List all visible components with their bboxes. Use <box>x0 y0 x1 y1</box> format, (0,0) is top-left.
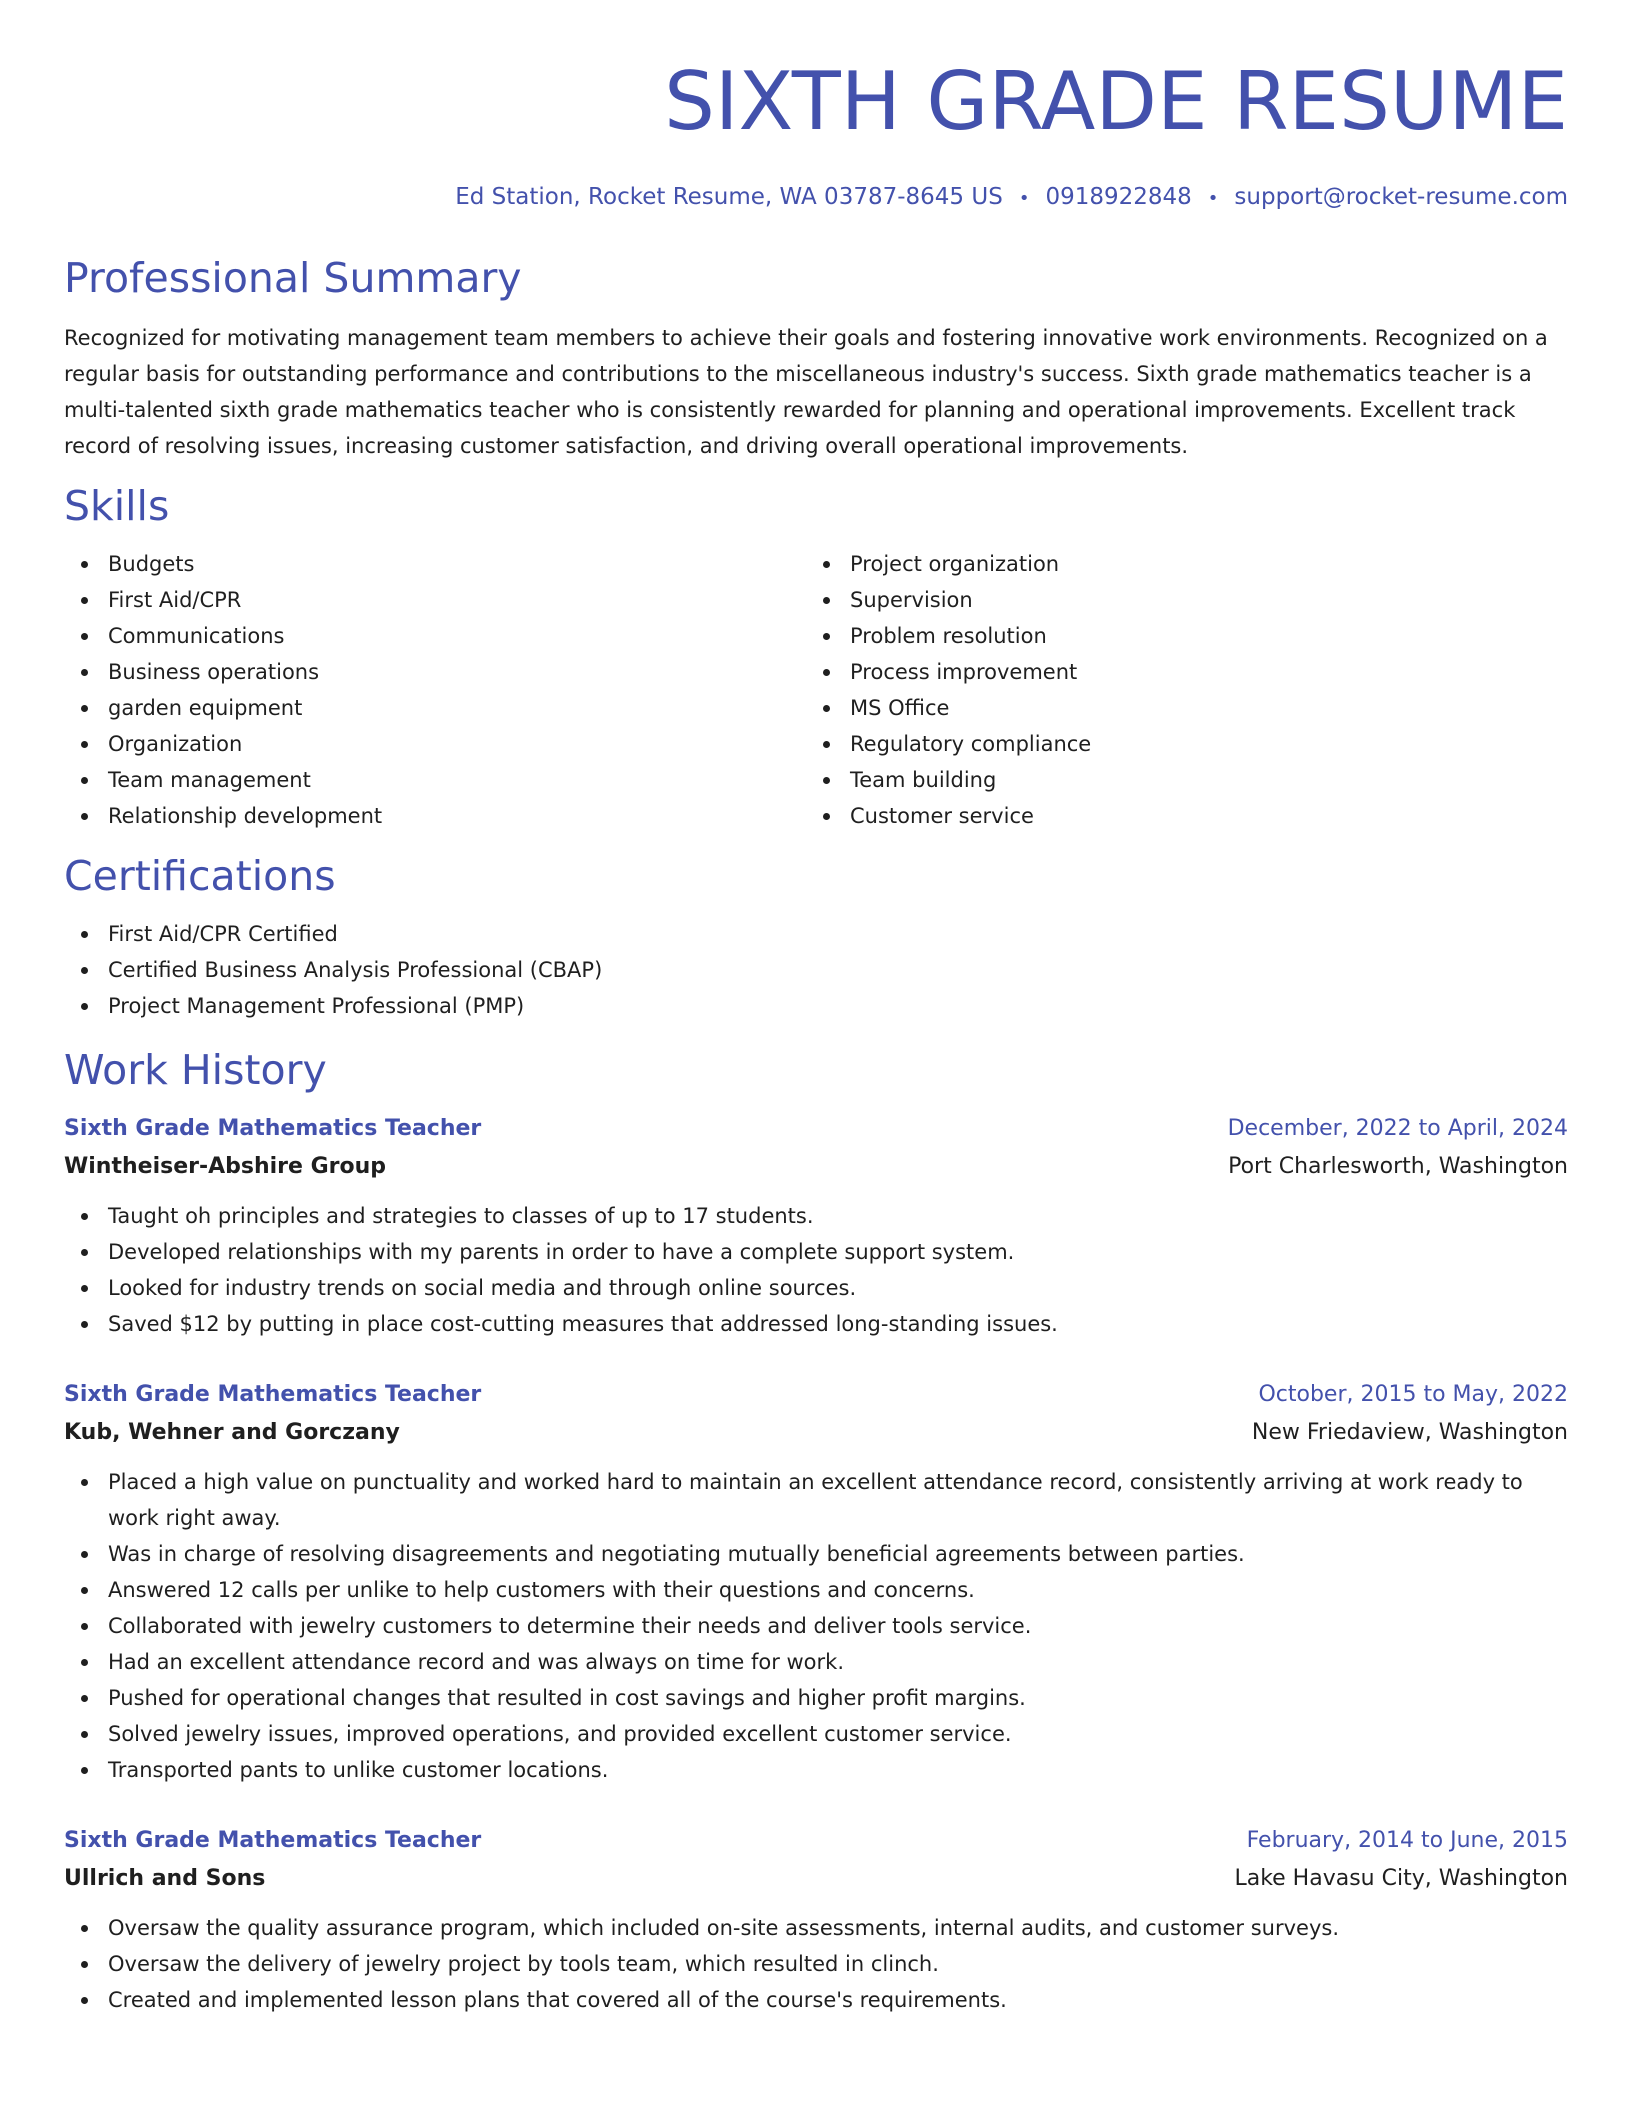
skill-item <box>806 690 1548 726</box>
bullet-icon <box>823 597 830 604</box>
job-duty-item <box>64 1982 1568 2018</box>
contact-line <box>64 180 1568 216</box>
bullet-icon <box>81 1731 88 1738</box>
skill-item <box>64 546 806 582</box>
resume-page <box>64 0 1568 2018</box>
job-location: New Friedaview, Washington <box>1251 1420 1568 1445</box>
skill-item-text: Organization <box>108 732 243 756</box>
bullet-icon <box>81 1003 88 1010</box>
skill-item-text: Regulatory compliance <box>850 732 1092 756</box>
job-dates: December, 2022 to April, 2024 <box>1227 1116 1568 1141</box>
bullet-icon <box>81 669 88 676</box>
job-company-row <box>64 1414 1568 1452</box>
bullet-icon <box>81 1249 88 1256</box>
job-duty-item-text: Solved jewelry issues, improved operations, and provided excellent customer service. <box>108 1722 1012 1746</box>
job-duty-item-text: Transported pants to unlike customer locations. <box>108 1758 609 1782</box>
job-duty-item-text: Oversaw the delivery of jewelry project by tools team, which resulted in clinch. <box>108 1952 939 1976</box>
job-title-row <box>64 1822 1568 1860</box>
section-heading-skills: Skills <box>64 482 170 530</box>
skills-list-right <box>806 546 1548 834</box>
bullet-icon <box>81 1925 88 1932</box>
job-duty-item <box>64 1910 1568 1946</box>
section-heading-work-history: Work History <box>64 1046 327 1094</box>
job-duty-item <box>64 1946 1568 1982</box>
skill-item-text: Customer service <box>850 804 1034 828</box>
job-title: Sixth Grade Mathematics Teacher <box>64 1828 482 1853</box>
job-duty-item-text: Had an excellent attendance record and was always on time for work. <box>108 1650 845 1674</box>
skill-item-text: Budgets <box>108 552 195 576</box>
bullet-icon <box>823 669 830 676</box>
job-company-row <box>64 1860 1568 1898</box>
certification-item <box>64 916 1568 952</box>
job-dates: October, 2015 to May, 2022 <box>1258 1382 1568 1407</box>
job-duty-item <box>64 1608 1568 1644</box>
section-heading-certifications: Certifications <box>64 852 336 900</box>
bullet-icon <box>81 1321 88 1328</box>
skill-item <box>64 582 806 618</box>
bullet-icon <box>81 777 88 784</box>
certification-item-text: First Aid/CPR Certified <box>108 922 338 946</box>
job-list <box>64 1110 1568 2018</box>
bullet-icon <box>823 633 830 640</box>
bullet-icon <box>81 1213 88 1220</box>
skill-item <box>806 618 1548 654</box>
job-duty-item-text: Answered 12 calls per unlike to help customers with their questions and concerns. <box>108 1578 975 1602</box>
certification-item <box>64 988 1568 1024</box>
skills-section <box>64 478 1568 834</box>
bullet-icon <box>81 705 88 712</box>
skill-item <box>806 726 1548 762</box>
skill-item-text: Relationship development <box>108 804 383 828</box>
skill-item-text: Supervision <box>850 588 973 612</box>
job-duty-item <box>64 1306 1568 1342</box>
job-duty-item-text: Developed relationships with my parents in order to have a complete support system. <box>108 1240 1015 1264</box>
bullet-icon <box>81 967 88 974</box>
skill-item-text: Project organization <box>850 552 1060 576</box>
bullet-icon <box>81 633 88 640</box>
professional-summary-section <box>64 250 1568 464</box>
bullet-icon <box>823 705 830 712</box>
job-duty-item-text: Taught oh principles and strategies to classes of up to 17 students. <box>108 1204 814 1228</box>
job-duties-list <box>64 1464 1568 1788</box>
bullet-icon <box>81 1767 88 1774</box>
job-duty-item-text: Oversaw the quality assurance program, which included on-site assessments, internal audits, and customer surveys. <box>108 1916 1340 1940</box>
contact-phone: 0918922848 <box>1045 184 1192 210</box>
bullet-icon <box>81 1695 88 1702</box>
job-duty-item-text: Collaborated with jewelry customers to determine their needs and deliver tools service. <box>108 1614 1032 1638</box>
bullet-icon <box>81 561 88 568</box>
skill-item <box>806 654 1548 690</box>
bullet-icon <box>81 1623 88 1630</box>
job-duty-item <box>64 1198 1568 1234</box>
section-heading-summary: Professional Summary <box>64 254 522 302</box>
bullet-icon <box>81 1479 88 1486</box>
certifications-list <box>64 916 1568 1024</box>
bullet-icon <box>823 813 830 820</box>
job-duty-item-text: Was in charge of resolving disagreements and negotiating mutually beneficial agreements between parties. <box>108 1542 1245 1566</box>
bullet-icon <box>81 741 88 748</box>
job-title-row <box>64 1110 1568 1148</box>
skill-item-text: Team management <box>108 768 311 792</box>
skills-columns <box>64 546 1568 834</box>
job-title: Sixth Grade Mathematics Teacher <box>64 1382 482 1407</box>
job-company: Wintheiser-Abshire Group <box>64 1154 387 1179</box>
skill-item <box>64 798 806 834</box>
bullet-icon <box>81 1285 88 1292</box>
job-location: Lake Havasu City, Washington <box>1234 1866 1568 1891</box>
job-duty-item <box>64 1644 1568 1680</box>
contact-address: Ed Station, Rocket Resume, WA 03787-8645 US <box>455 184 1003 210</box>
bullet-icon <box>81 597 88 604</box>
skill-item-text: MS Office <box>850 696 950 720</box>
bullet-icon <box>823 561 830 568</box>
job-duties-list <box>64 1198 1568 1342</box>
bullet-icon <box>81 931 88 938</box>
skill-item <box>64 618 806 654</box>
job-duty-item <box>64 1234 1568 1270</box>
skills-column-right <box>806 546 1548 834</box>
contact-email[interactable]: support@rocket-resume.com <box>1234 184 1568 210</box>
skill-item-text: Process improvement <box>850 660 1078 684</box>
job-dates: February, 2014 to June, 2015 <box>1246 1828 1568 1853</box>
job-location: Port Charlesworth, Washington <box>1228 1154 1568 1179</box>
job-duty-item <box>64 1536 1568 1572</box>
skill-item <box>64 726 806 762</box>
skill-item <box>64 690 806 726</box>
job-company: Kub, Wehner and Gorczany <box>64 1420 400 1445</box>
skills-column-left <box>64 546 806 834</box>
contact-separator: • <box>1207 188 1219 209</box>
skill-item <box>64 654 806 690</box>
job-duty-item-text: Pushed for operational changes that resulted in cost savings and higher profit margins. <box>108 1686 1026 1710</box>
skills-list-left <box>64 546 806 834</box>
job-entry <box>64 1822 1568 2018</box>
certification-item <box>64 952 1568 988</box>
work-history-section <box>64 1042 1568 2018</box>
certification-item-text: Certified Business Analysis Professional (CBAP) <box>108 958 603 982</box>
bullet-icon <box>823 741 830 748</box>
skill-item <box>806 582 1548 618</box>
skill-item <box>806 762 1548 798</box>
bullet-icon <box>81 1659 88 1666</box>
skill-item-text: Problem resolution <box>850 624 1047 648</box>
skill-item-text: garden equipment <box>108 696 303 720</box>
job-duty-item-text: Saved $12 by putting in place cost-cutting measures that addressed long-standing issues. <box>108 1312 1058 1336</box>
certifications-section <box>64 848 1568 1024</box>
job-duty-item-text: Placed a high value on punctuality and worked hard to maintain an excellent attendance record, consistently arriving at work ready to work right away. <box>108 1470 1523 1530</box>
skill-item <box>806 798 1548 834</box>
bullet-icon <box>81 1997 88 2004</box>
job-duty-item <box>64 1464 1568 1536</box>
resume-header <box>64 0 1568 216</box>
job-entry <box>64 1110 1568 1342</box>
job-entry <box>64 1376 1568 1788</box>
bullet-icon <box>81 813 88 820</box>
contact-separator: • <box>1018 188 1030 209</box>
bullet-icon <box>81 1587 88 1594</box>
job-title: Sixth Grade Mathematics Teacher <box>64 1116 482 1141</box>
job-duty-item-text: Looked for industry trends on social media and through online sources. <box>108 1276 857 1300</box>
skill-item-text: Team building <box>850 768 997 792</box>
job-duty-item <box>64 1270 1568 1306</box>
skill-item-text: First Aid/CPR <box>108 588 242 612</box>
job-company-row <box>64 1148 1568 1186</box>
job-title-row <box>64 1376 1568 1414</box>
bullet-icon <box>823 777 830 784</box>
bullet-icon <box>81 1551 88 1558</box>
bullet-icon <box>81 1961 88 1968</box>
job-duty-item <box>64 1752 1568 1788</box>
job-duty-item-text: Created and implemented lesson plans that covered all of the course's requirements. <box>108 1988 1007 2012</box>
job-duty-item <box>64 1680 1568 1716</box>
skill-item-text: Business operations <box>108 660 320 684</box>
resume-title: SIXTH GRADE RESUME <box>664 55 1568 148</box>
skill-item-text: Communications <box>108 624 285 648</box>
job-duties-list <box>64 1910 1568 2018</box>
job-duty-item <box>64 1716 1568 1752</box>
job-company: Ullrich and Sons <box>64 1866 266 1891</box>
job-duty-item <box>64 1572 1568 1608</box>
certification-item-text: Project Management Professional (PMP) <box>108 994 525 1018</box>
summary-text: Recognized for motivating management team members to achieve their goals and fostering innovative work environments. Recognized on a regular basis for outstanding performance and contributions to the miscellaneous industry's success. Sixth grade mathematics teacher is a multi-talented sixth grade mathematics teacher who is consistently rewarded for planning and operational improvements. Excellent track record of resolving issues, increasing customer satisfaction, and driving overall operational improvements. <box>64 326 1548 458</box>
skill-item <box>806 546 1548 582</box>
skill-item <box>64 762 806 798</box>
